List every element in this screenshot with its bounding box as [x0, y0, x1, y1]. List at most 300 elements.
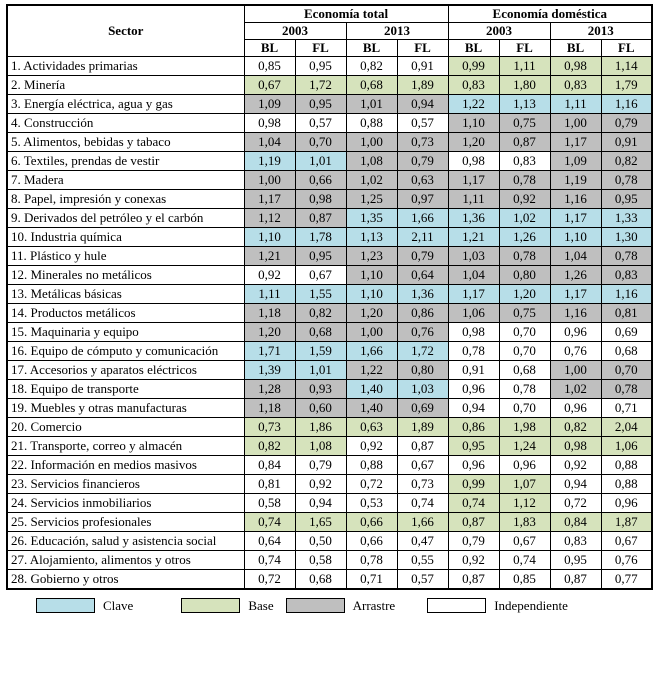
- value-cell: 0,72: [346, 475, 397, 494]
- value-cell: 1,19: [550, 171, 601, 190]
- value-cell: 0,66: [346, 513, 397, 532]
- value-cell: 0,95: [550, 551, 601, 570]
- value-cell: 1,03: [448, 247, 499, 266]
- table-row: [7, 323, 652, 342]
- legend-label-arrastre: Arrastre: [352, 597, 396, 613]
- value-cell: 0,83: [550, 532, 601, 551]
- value-cell: 0,64: [397, 266, 448, 285]
- value-cell: 1,00: [550, 114, 601, 133]
- value-cell: 0,91: [397, 57, 448, 76]
- value-cell: 0,72: [244, 570, 295, 589]
- table-row: [7, 456, 652, 475]
- value-cell: 0,79: [295, 456, 346, 475]
- value-cell: 1,66: [346, 342, 397, 361]
- value-cell: 0,99: [448, 475, 499, 494]
- legend: [36, 598, 652, 614]
- value-cell: 0,88: [601, 456, 652, 475]
- value-cell: 1,98: [499, 418, 550, 437]
- value-cell: 0,98: [448, 152, 499, 171]
- sector-name: 17. Accesorios y aparatos eléctricos: [7, 361, 244, 380]
- value-cell: 0,74: [397, 494, 448, 513]
- value-cell: 0,68: [346, 76, 397, 95]
- value-cell: 0,95: [295, 247, 346, 266]
- value-cell: 1,21: [448, 228, 499, 247]
- value-cell: 1,35: [346, 209, 397, 228]
- value-cell: 0,95: [295, 57, 346, 76]
- value-cell: 1,13: [499, 95, 550, 114]
- value-cell: 0,78: [601, 380, 652, 399]
- value-cell: 1,22: [448, 95, 499, 114]
- value-cell: 0,68: [601, 342, 652, 361]
- value-cell: 0,64: [244, 532, 295, 551]
- value-cell: 0,82: [295, 304, 346, 323]
- base-color-swatch: [181, 598, 240, 613]
- value-cell: 0,67: [295, 266, 346, 285]
- value-cell: 0,63: [397, 171, 448, 190]
- value-cell: 1,30: [601, 228, 652, 247]
- value-cell: 1,89: [397, 418, 448, 437]
- sector-name: 11. Plástico y hule: [7, 247, 244, 266]
- sector-name: 19. Muebles y otras manufacturas: [7, 399, 244, 418]
- table-row: [7, 418, 652, 437]
- value-cell: 1,10: [346, 285, 397, 304]
- sector-name: 8. Papel, impresión y conexas: [7, 190, 244, 209]
- table-row: [7, 475, 652, 494]
- value-cell: 0,96: [550, 323, 601, 342]
- subcol-header: FL: [295, 40, 346, 57]
- table-row: [7, 76, 652, 95]
- legend-item-arrastre: [286, 598, 396, 614]
- value-cell: 1,10: [448, 114, 499, 133]
- value-cell: 0,71: [601, 399, 652, 418]
- value-cell: 0,71: [346, 570, 397, 589]
- value-cell: 0,93: [295, 380, 346, 399]
- legend-item-base: [181, 598, 273, 614]
- value-cell: 1,66: [397, 209, 448, 228]
- table-row: [7, 304, 652, 323]
- value-cell: 0,97: [397, 190, 448, 209]
- subcol-header: FL: [601, 40, 652, 57]
- value-cell: 0,87: [295, 209, 346, 228]
- sector-name: 1. Actividades primarias: [7, 57, 244, 76]
- legend-item-clave: [36, 598, 133, 614]
- legend-label-base: Base: [248, 597, 274, 613]
- value-cell: 1,78: [295, 228, 346, 247]
- value-cell: 1,00: [346, 133, 397, 152]
- value-cell: 1,12: [244, 209, 295, 228]
- value-cell: 0,68: [499, 361, 550, 380]
- value-cell: 0,47: [397, 532, 448, 551]
- value-cell: 0,78: [499, 171, 550, 190]
- value-cell: 2,11: [397, 228, 448, 247]
- value-cell: 1,08: [295, 437, 346, 456]
- table-row: [7, 133, 652, 152]
- value-cell: 1,06: [448, 304, 499, 323]
- value-cell: 1,20: [499, 285, 550, 304]
- sector-name: 18. Equipo de transporte: [7, 380, 244, 399]
- value-cell: 0,76: [397, 323, 448, 342]
- value-cell: 0,70: [601, 361, 652, 380]
- arrastre-color-swatch: [286, 598, 345, 613]
- sector-name: 23. Servicios financieros: [7, 475, 244, 494]
- independiente-color-swatch: [427, 598, 486, 613]
- value-cell: 1,16: [601, 285, 652, 304]
- value-cell: 1,20: [346, 304, 397, 323]
- sector-name: 21. Transporte, correo y almacén: [7, 437, 244, 456]
- sector-column-header: Sector: [7, 5, 244, 57]
- value-cell: 0,87: [499, 133, 550, 152]
- subcol-header: FL: [499, 40, 550, 57]
- value-cell: 0,98: [448, 323, 499, 342]
- value-cell: 0,83: [550, 76, 601, 95]
- table-row: [7, 95, 652, 114]
- value-cell: 0,80: [499, 266, 550, 285]
- value-cell: 0,88: [346, 114, 397, 133]
- value-cell: 1,65: [295, 513, 346, 532]
- value-cell: 0,87: [448, 570, 499, 589]
- value-cell: 1,00: [550, 361, 601, 380]
- value-cell: 0,86: [448, 418, 499, 437]
- value-cell: 1,02: [346, 171, 397, 190]
- table-row: [7, 209, 652, 228]
- sector-name: 27. Alojamiento, alimentos y otros: [7, 551, 244, 570]
- value-cell: 0,82: [550, 418, 601, 437]
- value-cell: 1,17: [550, 209, 601, 228]
- value-cell: 0,58: [295, 551, 346, 570]
- value-cell: 1,24: [499, 437, 550, 456]
- sector-name: 5. Alimentos, bebidas y tabaco: [7, 133, 244, 152]
- sector-name: 7. Madera: [7, 171, 244, 190]
- value-cell: 1,26: [499, 228, 550, 247]
- value-cell: 0,92: [346, 437, 397, 456]
- table-row: [7, 114, 652, 133]
- value-cell: 0,86: [397, 304, 448, 323]
- value-cell: 0,83: [448, 76, 499, 95]
- value-cell: 1,07: [499, 475, 550, 494]
- value-cell: 1,08: [346, 152, 397, 171]
- subcol-header: BL: [550, 40, 601, 57]
- value-cell: 1,16: [601, 95, 652, 114]
- value-cell: 0,67: [499, 532, 550, 551]
- value-cell: 0,68: [295, 570, 346, 589]
- sector-name: 28. Gobierno y otros: [7, 570, 244, 589]
- value-cell: 0,74: [244, 551, 295, 570]
- value-cell: 1,14: [601, 57, 652, 76]
- value-cell: 1,18: [244, 399, 295, 418]
- legend-label-clave: Clave: [103, 597, 134, 613]
- value-cell: 1,11: [244, 285, 295, 304]
- sector-name: 12. Minerales no metálicos: [7, 266, 244, 285]
- value-cell: 0,70: [499, 342, 550, 361]
- value-cell: 0,84: [550, 513, 601, 532]
- value-cell: 1,03: [397, 380, 448, 399]
- table-row: [7, 152, 652, 171]
- value-cell: 0,75: [499, 114, 550, 133]
- value-cell: 1,16: [550, 190, 601, 209]
- value-cell: 0,92: [448, 551, 499, 570]
- year-header: 2013: [550, 23, 652, 40]
- value-cell: 0,74: [499, 551, 550, 570]
- value-cell: 1,12: [499, 494, 550, 513]
- table-header: [7, 5, 652, 57]
- value-cell: 1,09: [550, 152, 601, 171]
- value-cell: 0,92: [295, 475, 346, 494]
- group-header-economia-domestica: Economía doméstica: [448, 5, 652, 23]
- value-cell: 1,00: [346, 323, 397, 342]
- value-cell: 1,33: [601, 209, 652, 228]
- value-cell: 1,04: [550, 247, 601, 266]
- value-cell: 0,69: [397, 399, 448, 418]
- value-cell: 0,77: [601, 570, 652, 589]
- value-cell: 1,39: [244, 361, 295, 380]
- sector-name: 2. Minería: [7, 76, 244, 95]
- value-cell: 0,53: [346, 494, 397, 513]
- table-body: [7, 57, 652, 589]
- value-cell: 1,17: [244, 190, 295, 209]
- value-cell: 0,92: [499, 190, 550, 209]
- value-cell: 1,55: [295, 285, 346, 304]
- sector-name: 6. Textiles, prendas de vestir: [7, 152, 244, 171]
- table-row: [7, 190, 652, 209]
- subcol-header: FL: [397, 40, 448, 57]
- value-cell: 0,75: [499, 304, 550, 323]
- subcol-header: BL: [346, 40, 397, 57]
- value-cell: 0,81: [601, 304, 652, 323]
- table-row: [7, 266, 652, 285]
- value-cell: 1,86: [295, 418, 346, 437]
- value-cell: 1,23: [346, 247, 397, 266]
- year-header: 2013: [346, 23, 448, 40]
- value-cell: 0,66: [295, 171, 346, 190]
- value-cell: 1,83: [499, 513, 550, 532]
- value-cell: 1,10: [244, 228, 295, 247]
- sector-name: 13. Metálicas básicas: [7, 285, 244, 304]
- value-cell: 0,88: [346, 456, 397, 475]
- value-cell: 0,79: [397, 152, 448, 171]
- value-cell: 1,22: [346, 361, 397, 380]
- value-cell: 1,11: [499, 57, 550, 76]
- value-cell: 0,70: [295, 133, 346, 152]
- value-cell: 1,25: [346, 190, 397, 209]
- value-cell: 0,98: [550, 57, 601, 76]
- value-cell: 0,78: [499, 380, 550, 399]
- value-cell: 2,04: [601, 418, 652, 437]
- value-cell: 1,17: [550, 133, 601, 152]
- value-cell: 0,73: [397, 133, 448, 152]
- table-row: [7, 570, 652, 589]
- year-header: 2003: [448, 23, 550, 40]
- value-cell: 0,78: [448, 342, 499, 361]
- sector-name: 16. Equipo de cómputo y comunicación: [7, 342, 244, 361]
- value-cell: 0,87: [397, 437, 448, 456]
- value-cell: 1,28: [244, 380, 295, 399]
- value-cell: 0,76: [550, 342, 601, 361]
- value-cell: 1,59: [295, 342, 346, 361]
- value-cell: 0,92: [244, 266, 295, 285]
- value-cell: 0,67: [397, 456, 448, 475]
- value-cell: 1,13: [346, 228, 397, 247]
- value-cell: 1,66: [397, 513, 448, 532]
- value-cell: 0,80: [397, 361, 448, 380]
- sector-name: 25. Servicios profesionales: [7, 513, 244, 532]
- value-cell: 0,96: [448, 380, 499, 399]
- value-cell: 0,94: [295, 494, 346, 513]
- value-cell: 1,10: [346, 266, 397, 285]
- value-cell: 0,66: [346, 532, 397, 551]
- value-cell: 1,72: [295, 76, 346, 95]
- table-row: [7, 247, 652, 266]
- table-row: [7, 361, 652, 380]
- value-cell: 0,58: [244, 494, 295, 513]
- value-cell: 0,98: [550, 437, 601, 456]
- value-cell: 1,10: [550, 228, 601, 247]
- legend-label-independiente: Independiente: [494, 597, 568, 613]
- value-cell: 1,17: [448, 285, 499, 304]
- year-header: 2003: [244, 23, 346, 40]
- value-cell: 0,82: [601, 152, 652, 171]
- value-cell: 1,79: [601, 76, 652, 95]
- value-cell: 0,85: [244, 57, 295, 76]
- table-row: [7, 551, 652, 570]
- value-cell: 1,36: [448, 209, 499, 228]
- value-cell: 1,00: [244, 171, 295, 190]
- legend-item-independiente: [427, 598, 568, 614]
- value-cell: 0,55: [397, 551, 448, 570]
- value-cell: 0,82: [346, 57, 397, 76]
- value-cell: 0,94: [397, 95, 448, 114]
- value-cell: 0,84: [244, 456, 295, 475]
- value-cell: 0,81: [244, 475, 295, 494]
- value-cell: 0,78: [499, 247, 550, 266]
- table-row: [7, 285, 652, 304]
- subcol-header: BL: [448, 40, 499, 57]
- value-cell: 0,96: [448, 456, 499, 475]
- value-cell: 0,82: [244, 437, 295, 456]
- value-cell: 1,11: [448, 190, 499, 209]
- table-row: [7, 513, 652, 532]
- linkages-table: [6, 4, 653, 590]
- value-cell: 1,01: [295, 361, 346, 380]
- value-cell: 0,87: [448, 513, 499, 532]
- value-cell: 1,89: [397, 76, 448, 95]
- value-cell: 0,94: [448, 399, 499, 418]
- value-cell: 0,91: [601, 133, 652, 152]
- value-cell: 0,96: [499, 456, 550, 475]
- value-cell: 0,74: [448, 494, 499, 513]
- sector-name: 15. Maquinaria y equipo: [7, 323, 244, 342]
- value-cell: 0,99: [448, 57, 499, 76]
- sector-name: 24. Servicios inmobiliarios: [7, 494, 244, 513]
- group-header-economia-total: Economía total: [244, 5, 448, 23]
- value-cell: 0,72: [550, 494, 601, 513]
- value-cell: 1,26: [550, 266, 601, 285]
- value-cell: 1,06: [601, 437, 652, 456]
- value-cell: 0,68: [295, 323, 346, 342]
- value-cell: 0,73: [244, 418, 295, 437]
- value-cell: 1,04: [448, 266, 499, 285]
- value-cell: 0,95: [448, 437, 499, 456]
- sector-name: 4. Construcción: [7, 114, 244, 133]
- value-cell: 0,85: [499, 570, 550, 589]
- value-cell: 1,17: [550, 285, 601, 304]
- value-cell: 0,96: [601, 494, 652, 513]
- header-row-groups: [7, 5, 652, 23]
- value-cell: 0,57: [397, 570, 448, 589]
- value-cell: 1,02: [550, 380, 601, 399]
- sector-name: 3. Energía eléctrica, agua y gas: [7, 95, 244, 114]
- table-row: [7, 228, 652, 247]
- sector-name: 20. Comercio: [7, 418, 244, 437]
- value-cell: 0,63: [346, 418, 397, 437]
- value-cell: 0,60: [295, 399, 346, 418]
- value-cell: 0,69: [601, 323, 652, 342]
- table-row: [7, 494, 652, 513]
- value-cell: 0,76: [601, 551, 652, 570]
- value-cell: 0,88: [601, 475, 652, 494]
- value-cell: 0,79: [448, 532, 499, 551]
- value-cell: 1,04: [244, 133, 295, 152]
- table-row: [7, 532, 652, 551]
- value-cell: 0,70: [499, 323, 550, 342]
- value-cell: 1,16: [550, 304, 601, 323]
- table-row: [7, 57, 652, 76]
- table-row: [7, 399, 652, 418]
- table-row: [7, 342, 652, 361]
- value-cell: 1,20: [244, 323, 295, 342]
- clave-color-swatch: [36, 598, 95, 613]
- value-cell: 1,17: [448, 171, 499, 190]
- value-cell: 0,79: [397, 247, 448, 266]
- value-cell: 0,57: [397, 114, 448, 133]
- table-row: [7, 380, 652, 399]
- value-cell: 1,71: [244, 342, 295, 361]
- value-cell: 1,40: [346, 380, 397, 399]
- sector-name: 14. Productos metálicos: [7, 304, 244, 323]
- value-cell: 0,73: [397, 475, 448, 494]
- sector-name: 22. Información en medios masivos: [7, 456, 244, 475]
- value-cell: 0,70: [499, 399, 550, 418]
- value-cell: 1,21: [244, 247, 295, 266]
- value-cell: 1,19: [244, 152, 295, 171]
- value-cell: 0,96: [550, 399, 601, 418]
- value-cell: 0,74: [244, 513, 295, 532]
- value-cell: 0,57: [295, 114, 346, 133]
- value-cell: 0,95: [601, 190, 652, 209]
- value-cell: 1,72: [397, 342, 448, 361]
- value-cell: 1,87: [601, 513, 652, 532]
- value-cell: 0,83: [499, 152, 550, 171]
- value-cell: 0,91: [448, 361, 499, 380]
- value-cell: 0,67: [601, 532, 652, 551]
- value-cell: 0,83: [601, 266, 652, 285]
- table-row: [7, 437, 652, 456]
- table-row: [7, 171, 652, 190]
- value-cell: 1,36: [397, 285, 448, 304]
- value-cell: 0,78: [601, 247, 652, 266]
- value-cell: 0,67: [244, 76, 295, 95]
- value-cell: 0,87: [550, 570, 601, 589]
- sector-name: 26. Educación, salud y asistencia social: [7, 532, 244, 551]
- value-cell: 1,01: [346, 95, 397, 114]
- value-cell: 1,20: [448, 133, 499, 152]
- value-cell: 1,01: [295, 152, 346, 171]
- value-cell: 0,95: [295, 95, 346, 114]
- value-cell: 0,78: [601, 171, 652, 190]
- value-cell: 0,98: [295, 190, 346, 209]
- sector-name: 10. Industria química: [7, 228, 244, 247]
- subcol-header: BL: [244, 40, 295, 57]
- value-cell: 1,80: [499, 76, 550, 95]
